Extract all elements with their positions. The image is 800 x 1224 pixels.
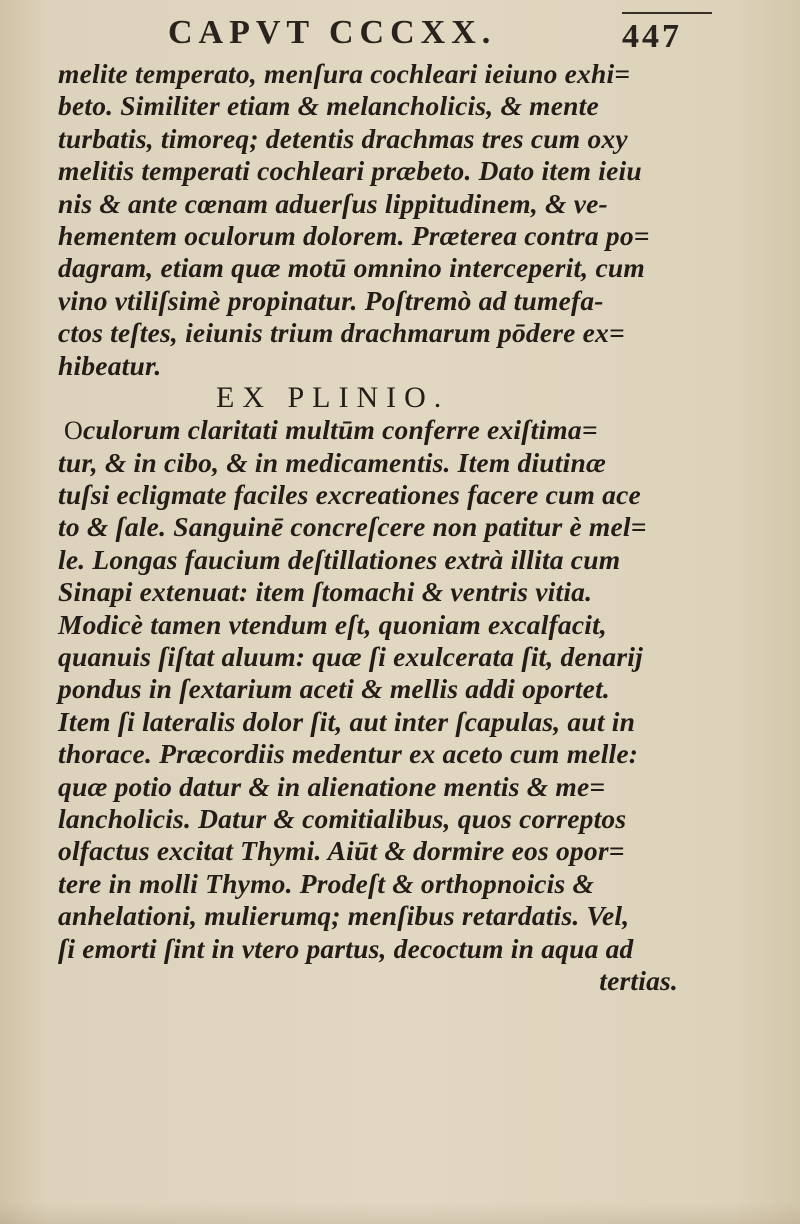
- text-line: tere in molli Thymo. Prodeſt & orthopnoicis &: [58, 867, 595, 899]
- text-line: quanuis ſiſtat aluum: quæ ſi exulcerata ſit, denarij: [58, 641, 643, 673]
- text-line: ſi emorti ſint in vtero partus, decoctum in aqua ad: [58, 932, 634, 964]
- text-line: thorace. Præcordiis medentur ex aceto cum melle:: [58, 738, 639, 770]
- text-line: beto. Similiter etiam & melancholicis, & mente: [58, 90, 599, 122]
- text-line: tur, & in cibo, & in medicamentis. Item diutinæ: [58, 446, 607, 478]
- text-line: melitis temperati cochleari præbeto. Dato item ieiu: [58, 155, 642, 187]
- body-text: [58, 58, 678, 997]
- text-line: pondus in ſextarium aceti & mellis addi oportet.: [58, 673, 610, 705]
- text-line: quæ potio datur & in alienatione mentis & me=: [58, 770, 606, 802]
- text-line-first: [58, 414, 678, 446]
- text-line: ctos teſtes, ieiunis trium drachmarum pōdere ex=: [58, 317, 625, 349]
- text-line: vino vtiliſsimè propinatur. Poſtremò ad tumefa-: [58, 284, 604, 316]
- section-heading: EX PLINIO.: [216, 380, 450, 414]
- text-line-rest: culorum claritati multūm conferre exiſtima=: [82, 414, 598, 446]
- page-number: 447: [622, 18, 682, 55]
- text-line: le. Longas faucium deſtillationes extrà illita cum: [58, 543, 621, 575]
- text-line: Sinapi extenuat: item ſtomachi & ventris vitia.: [58, 576, 593, 608]
- text-line: hibeatur.: [58, 349, 162, 381]
- text-line: hementem oculorum dolorem. Præterea contra po=: [58, 219, 650, 251]
- text-line-last: tertias.: [599, 964, 678, 996]
- initial-letter: O: [64, 416, 83, 446]
- running-head: CAPVT CCCXX.: [168, 14, 497, 51]
- text-line: olfactus excitat Thymi. Aiūt & dormire eos opor=: [58, 835, 625, 867]
- page-bottom-shadow: [0, 1202, 800, 1224]
- text-line: Item ſi lateralis dolor ſit, aut inter ſcapulas, aut in: [58, 705, 636, 737]
- text-line: nis & ante cœnam aduerſus lippitudinem, & ve-: [58, 187, 608, 219]
- page-header: [0, 12, 800, 60]
- text-line: anhelationi, mulierumq; menſibus retardatis. Vel,: [58, 900, 630, 932]
- text-line: to & ſale. Sanguinē concreſcere non patitur è mel=: [58, 511, 647, 543]
- text-line: melite temperato, menſura cochleari ieiuno exhi=: [58, 58, 631, 89]
- text-line: dagram, etiam quæ motū omnino interceperit, cum: [58, 252, 645, 284]
- text-line: tuſsi ecligmate faciles excreationes facere cum ace: [58, 479, 641, 511]
- folio-rule: [622, 12, 712, 14]
- text-line: turbatis, timoreq; detentis drachmas tres cum oxy: [58, 122, 628, 154]
- text-line: lancholicis. Datur & comitialibus, quos correptos: [58, 802, 627, 834]
- text-line: Modicè tamen vtendum eſt, quoniam excalfacit,: [58, 608, 608, 640]
